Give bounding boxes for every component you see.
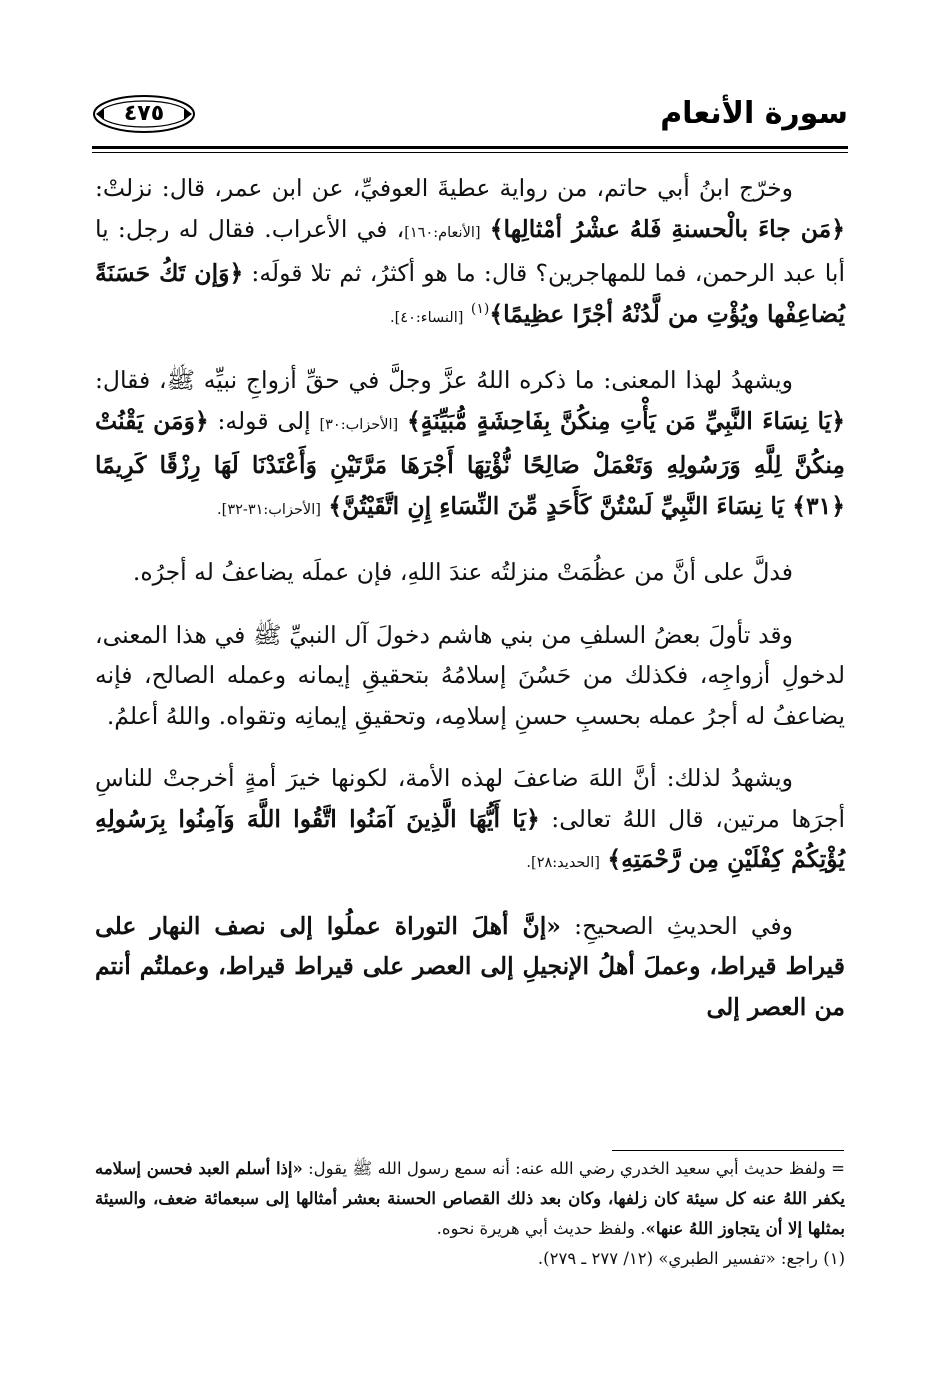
verse-reference: [الأنعام:١٦٠] <box>404 224 481 241</box>
footnote-1: (١) راجع: «تفسير الطبري» (١٢/ ٢٧٧ ـ ٢٧٩). <box>537 1249 845 1268</box>
paragraph-6 <box>95 906 845 1028</box>
main-text <box>95 168 845 1049</box>
p1-middle: ، في الأعراب. فقال له رجل: يا أبا عبد الرحمن، فما للمهاجرين؟ قال: ما هو أكثرُ، ثم تلا قولَه: <box>95 214 845 287</box>
p6-intro: وفي الحديثِ الصحيحِ: <box>560 911 793 940</box>
page-number-frame <box>92 94 196 134</box>
quran-verse: ﴿يَا نِسَاءَ النَّبِيِّ مَن يَأْتِ مِنكُنَّ بِفَاحِشَةٍ مُّبَيِّنَةٍ﴾ <box>406 406 845 435</box>
hadith-text: «إنَّ أهلَ التوراة عملُوا إلى نصف النهار على قيراط قيراط، وعملَ أهلُ الإنجيلِ إلى العصر على قيراط قيراط، وعملتُم أنتم من العصر إلى <box>95 911 845 1021</box>
surah-title: سورة الأنعام <box>660 96 848 131</box>
verse-reference: [الأحزاب:٣٠] <box>319 416 399 433</box>
paragraph-2 <box>95 360 845 530</box>
footnote-cont-tail: . ولفظ حديث أبي هريرة نحوه. <box>436 1219 646 1238</box>
verse-reference: [الحديد:٢٨]. <box>526 855 600 871</box>
footnote-marker: (١) <box>470 300 490 317</box>
page-number: ٤٧٥ <box>123 101 165 126</box>
p5-intro: ويشهدُ لذلك: أنَّ اللهَ ضاعفَ لهذه الأمة، لكونها خيرَ أمةٍ أخرجتْ للناسِ أجرَها مرتين، قال اللهُ تعالى: <box>95 764 845 833</box>
paragraph-1 <box>95 168 845 338</box>
verse-reference: [الأحزاب:٣١-٣٢]. <box>217 501 321 518</box>
quran-verse: ﴿وَإن تَكُ حَسَنَةً يُضاعِفْها ويُؤْتِ من لَّدُنْهُ أجْرًا عظِيمًا﴾ <box>95 259 845 328</box>
header-rule <box>92 146 848 149</box>
footnote-cont-intro: = ولفظ حديث أبي سعيد الخدري رضي الله عنه: أنه سمع رسول الله ﷺ يقول: <box>302 1159 845 1178</box>
quran-verse: ﴿يَا أَيُّهَا الَّذِينَ آمَنُوا اتَّقُوا اللَّهَ وَآمِنُوا بِرَسُولِهِ يُؤْتِكُمْ كِفْلَيْنِ مِن رَّحْمَتِهِ﴾ <box>95 804 845 873</box>
quran-verse: ﴿مَن جاءَ بالْحسنةِ فَلهُ عشْرُ أمْثالِها﴾ <box>489 214 845 243</box>
page-header <box>92 92 848 148</box>
footnotes <box>95 1154 845 1274</box>
footnote-hadith: «إذا أسلم العبد فحسن إسلامه يكفر اللهُ عنه كل سيئة كان زلفها، وكان بعد ذلك القصاص الحسنة بعشر أمثالها إلى سبعمائة ضعف، والسيئة بمثلها إلا أن يتجاوز اللهُ عنها» <box>95 1159 845 1238</box>
header-rule-thin <box>92 152 848 153</box>
footnote-continuation <box>95 1154 845 1244</box>
p4-text: وقد تأولَ بعضُ السلفِ من بني هاشم دخولَ آل النبيِّ ﷺ في هذا المعنى، لدخولِ أزواجِه، فكذلك من حَسُنَ إسلامُهُ بتحقيقِ إيمانه وعمله الصالح، فإنه يضاعفُ له أجرُ عمله بحسبِ حسنِ إسلامِه، وتحقيقِ إيمانِه وتقواه. واللهُ أعلمُ. <box>95 620 845 730</box>
paragraph-3 <box>95 552 845 593</box>
p2-middle: إلى قوله: <box>208 406 320 435</box>
paragraph-5 <box>95 758 845 884</box>
paragraph-4 <box>95 615 845 737</box>
p2-intro: ويشهدُ لهذا المعنى: ما ذكره اللهُ عزَّ وجلَّ في حقِّ أزواجِ نبيِّه ﷺ، فقال: <box>95 366 793 394</box>
footnote-separator <box>612 1150 844 1151</box>
verse-reference: [النساء:٤٠]. <box>390 309 464 326</box>
quran-verse: ﴿وَمَن يَقْنُتْ مِنكُنَّ لِلَّهِ وَرَسُولِهِ وَتَعْمَلْ صَالِحًا نُّؤْتِهَا أَجْرَهَا مَرَّتَيْنِ وَأَعْتَدْنَا لَهَا رِزْقًا كَرِيمًا ﴿٣١﴾ يَا نِسَاءَ النَّبِيِّ لَسْتُنَّ كَأَحَدٍ مِّنَ النِّسَاءِ إِنِ اتَّقَيْتُنَّ﴾ <box>95 406 845 520</box>
p3-text: فدلَّ على أنَّ من عظُمَتْ منزلتُه عندَ اللهِ، فإن عملَه يضاعفُ له أجرُه. <box>132 558 793 586</box>
p1-intro: وخرّج ابنُ أبي حاتم، من رواية عطيةَ العوفيِّ، عن ابن عمر، قال: نزلتْ: <box>95 174 793 202</box>
